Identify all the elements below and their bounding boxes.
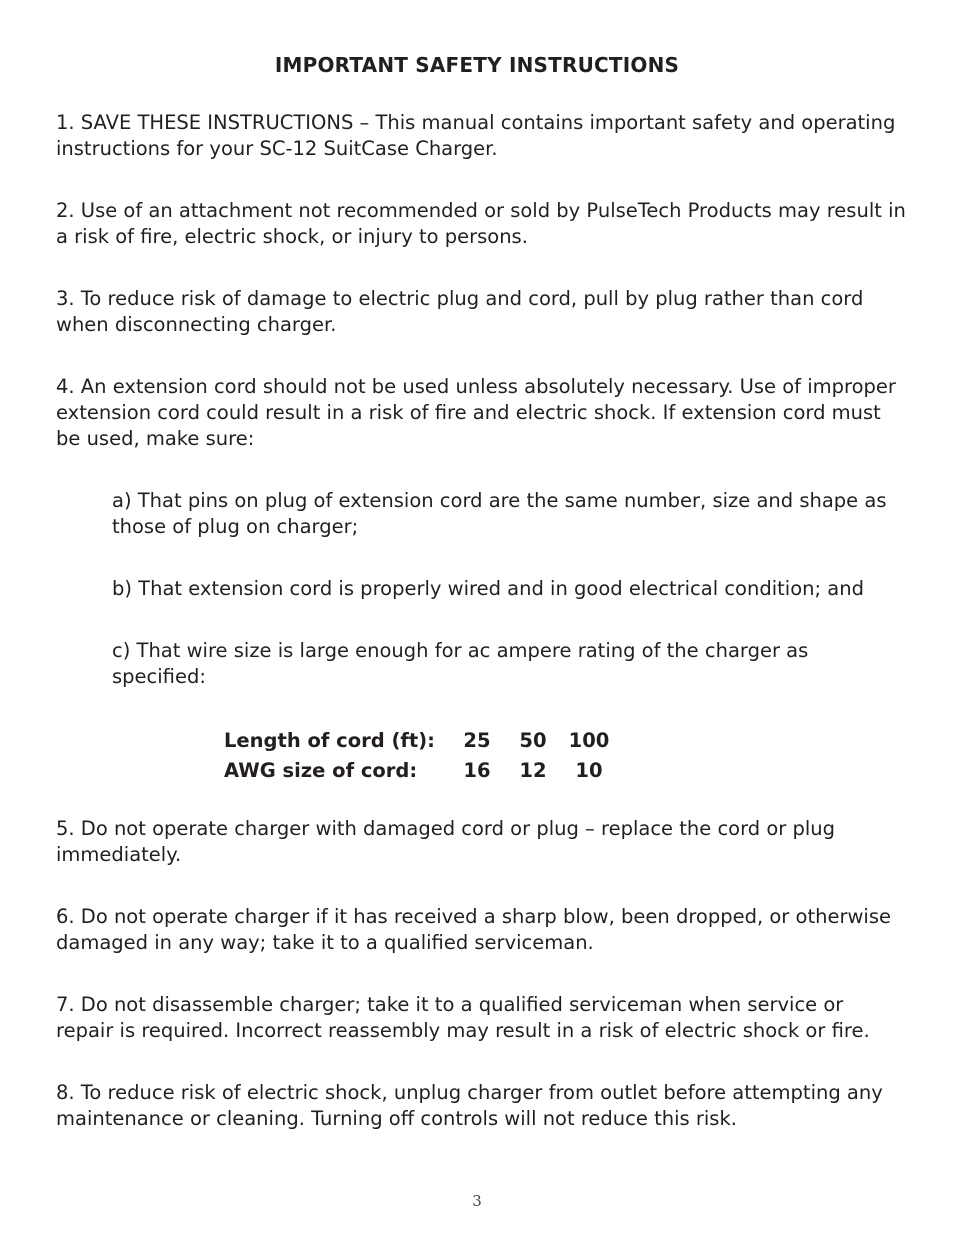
page-number: 3 [472,1192,482,1210]
instruction-3: 3. To reduce risk of damage to electric plug and cord, pull by plug rather than cord when disconnecting charger. [56,287,864,336]
awg-size-row [224,755,617,785]
cord-length-value: 25 [463,728,491,752]
cord-length-value: 50 [519,728,547,752]
awg-size-label: AWG size of cord: [224,758,418,782]
instruction-4: 4. An extension cord should not be used unless absolutely necessary. Use of improper extension cord could result in a risk of fire and electric shock. If extension cord must be used, make sure: [56,375,896,450]
page-title: IMPORTANT SAFETY INSTRUCTIONS [274,53,680,77]
awg-size-value: 16 [463,758,491,782]
instruction-4c: c) That wire size is large enough for ac ampere rating of the charger as specified: [112,639,809,688]
instruction-8: 8. To reduce risk of electric shock, unplug charger from outlet before attempting any maintenance or cleaning. Turning off controls will not reduce this risk. [56,1081,883,1130]
cord-length-row [224,725,617,755]
awg-size-value: 12 [519,758,547,782]
instruction-4a: a) That pins on plug of extension cord are the same number, size and shape as those of plug on charger; [112,489,887,538]
instruction-5: 5. Do not operate charger with damaged cord or plug – replace the cord or plug immediately. [56,817,836,866]
instruction-1: 1. SAVE THESE INSTRUCTIONS – This manual contains important safety and operating instructions for your SC-12 SuitCase Charger. [56,111,896,160]
instruction-2: 2. Use of an attachment not recommended or sold by PulseTech Products may result in a risk of fire, electric shock, or injury to persons. [56,199,906,248]
awg-size-value: 10 [575,758,603,782]
cord-size-table [224,725,617,785]
cord-length-label: Length of cord (ft): [224,728,435,752]
cord-length-value: 100 [568,728,610,752]
instruction-4b: b) That extension cord is properly wired and in good electrical condition; and [112,577,864,600]
instruction-7: 7. Do not disassemble charger; take it to a qualified serviceman when service or repair is required. Incorrect reassembly may result in a risk of electric shock or fire. [56,993,870,1042]
instruction-6: 6. Do not operate charger if it has received a sharp blow, been dropped, or otherwise damaged in any way; take it to a qualified serviceman. [56,905,891,954]
